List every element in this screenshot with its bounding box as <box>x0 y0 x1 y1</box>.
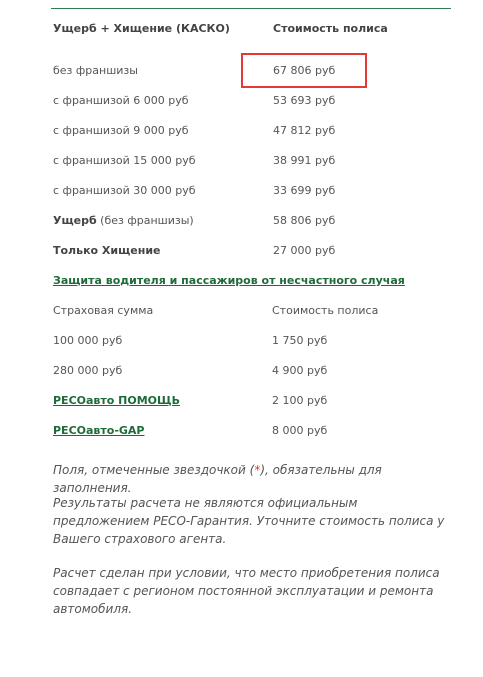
condition-note: Расчет сделан при условии, что место приобретения полиса совпадает с регионом постоянной эксплуатации и ремонта автомобиля. <box>53 566 440 616</box>
kasko-row-label: с франшизой 6 000 руб <box>53 94 189 107</box>
accident-header-row <box>53 302 453 320</box>
accident-cost-header: Стоимость полиса <box>272 304 379 317</box>
damage-label-bold: Ущерб <box>53 214 97 227</box>
disclaimer-note: Результаты расчета не являются официальным предложением РЕСО-Гарантия. Уточните стоимость полиса у Вашего страхового агента. <box>53 496 445 546</box>
damage-row <box>53 212 453 230</box>
accident-row-sum: 280 000 руб <box>53 364 123 377</box>
accident-row-value: 4 900 руб <box>272 364 328 377</box>
kasko-row-value: 38 991 руб <box>273 154 336 167</box>
extra-row <box>53 392 453 410</box>
kasko-row-value: 33 699 руб <box>273 184 336 197</box>
kasko-row <box>53 152 453 170</box>
kasko-row-value: 47 812 руб <box>273 124 336 137</box>
extra-row <box>53 422 453 440</box>
theft-row <box>53 242 453 260</box>
required-fields-note <box>53 461 453 497</box>
required-note-before: Поля, отмеченные звездочкой ( <box>53 463 255 477</box>
kasko-row <box>53 92 453 110</box>
required-star: * <box>254 463 261 477</box>
price-highlight-box <box>241 53 367 88</box>
reso-gap-link[interactable]: РЕСОавто-GAP <box>53 424 145 437</box>
kasko-row-value: 53 693 руб <box>273 94 336 107</box>
kasko-header-row <box>53 20 453 38</box>
damage-value: 58 806 руб <box>273 214 336 227</box>
kasko-row-label: без франшизы <box>53 64 138 77</box>
accident-link-row <box>53 272 453 290</box>
required-note-after: ), обязательны для заполнения. <box>53 463 382 495</box>
accident-row <box>53 362 453 380</box>
kasko-row <box>53 122 453 140</box>
kasko-type-header: Ущерб + Хищение (КАСКО) <box>53 22 230 35</box>
damage-label <box>53 212 194 230</box>
reso-gap-value: 8 000 руб <box>272 424 328 437</box>
damage-label-rest: (без франшизы) <box>96 214 194 227</box>
accident-row-value: 1 750 руб <box>272 334 328 347</box>
kasko-cost-header: Стоимость полиса <box>273 22 388 35</box>
theft-label: Только Хищение <box>53 244 161 257</box>
accident-row-sum: 100 000 руб <box>53 334 123 347</box>
insured-sum-header: Страховая сумма <box>53 304 154 317</box>
reso-help-value: 2 100 руб <box>272 394 328 407</box>
kasko-row-value: 67 806 руб <box>273 64 336 77</box>
kasko-row-label: с франшизой 9 000 руб <box>53 124 189 137</box>
kasko-row <box>53 182 453 200</box>
theft-value: 27 000 руб <box>273 244 336 257</box>
kasko-row-label: с франшизой 30 000 руб <box>53 184 196 197</box>
top-divider <box>51 8 451 9</box>
accident-protection-link[interactable]: Защита водителя и пассажиров от несчастного случая <box>53 274 405 287</box>
accident-row <box>53 332 453 350</box>
kasko-row-label: с франшизой 15 000 руб <box>53 154 196 167</box>
reso-help-link[interactable]: РЕСОавто ПОМОЩЬ <box>53 394 180 407</box>
